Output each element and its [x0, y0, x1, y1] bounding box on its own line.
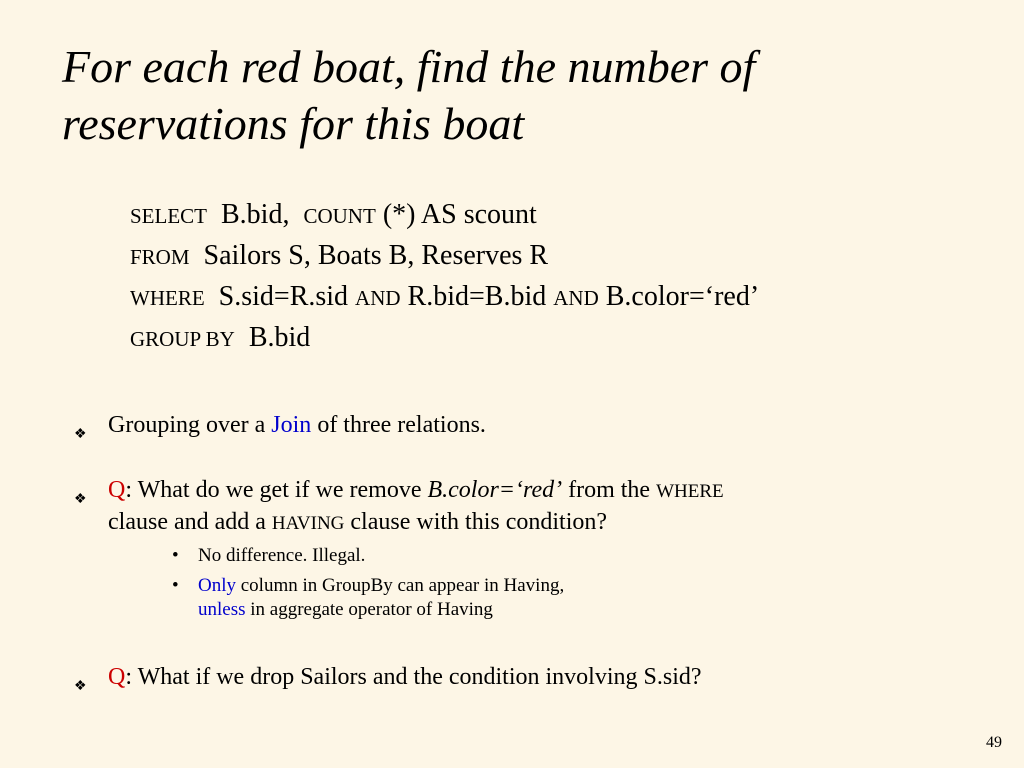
groupby-keyword: GROUP BY: [130, 327, 235, 351]
having-word: HAVING: [271, 513, 345, 534]
diamond-bullet-icon: ❖: [74, 492, 87, 507]
groupby-expr: B.bid: [248, 322, 311, 353]
select-keyword: SELECT: [130, 204, 207, 228]
round-bullet-icon: •: [172, 545, 179, 566]
bullet-2-text-3: clause and add a: [108, 509, 266, 535]
and-keyword-2: AND: [553, 286, 599, 310]
round-bullet-icon: •: [172, 575, 179, 596]
question-colon: :: [125, 664, 133, 690]
sub-bullet-2-text-2: in aggregate operator of Having: [250, 599, 493, 620]
where-clause: [130, 277, 759, 318]
from-expr: Sailors S, Boats B, Reserves R: [203, 240, 549, 271]
where-cond-c: B.color=‘red’: [605, 281, 760, 312]
question-label: Q: [108, 477, 126, 503]
bullet-2-text-2: from the: [568, 477, 651, 503]
select-expr-a: B.bid,: [221, 199, 290, 230]
where-cond-a: S.sid=R.sid: [218, 281, 349, 312]
diamond-bullet-icon: ❖: [74, 427, 87, 442]
where-keyword: WHERE: [130, 286, 205, 310]
bullet-2-condition: B.color=‘red’: [427, 477, 563, 503]
question-label: Q: [108, 664, 126, 690]
sql-query: [130, 195, 759, 359]
where-cond-b: R.bid=B.bid: [407, 281, 547, 312]
bullet-1-pre: Grouping over a: [108, 412, 266, 438]
groupby-clause: [130, 318, 759, 359]
bullet-join: [68, 410, 968, 441]
and-keyword-1: AND: [355, 286, 401, 310]
bullet-list: [68, 410, 968, 693]
page-number: 49: [986, 734, 1002, 751]
sub-bullet-2-text: column in GroupBy can appear in Having,: [240, 575, 565, 596]
question-colon: :: [125, 477, 133, 503]
bullet-question-drop-sailors: [68, 662, 968, 693]
slide-title: [62, 38, 962, 152]
sub-bullet-illegal: [68, 544, 968, 568]
from-keyword: FROM: [130, 245, 190, 269]
sub-bullet-1-text: No difference. Illegal.: [198, 545, 366, 566]
unless-word: unless: [198, 599, 246, 620]
from-clause: [130, 236, 759, 277]
where-word: WHERE: [656, 481, 724, 502]
bullet-3-text: What if we drop Sailors and the condition involving S.sid?: [137, 664, 702, 690]
title-line-1: For each red boat, find the number of: [62, 41, 756, 92]
select-clause: [130, 195, 759, 236]
join-keyword: Join: [271, 412, 312, 438]
bullet-2-text-4: clause with this condition?: [350, 509, 608, 535]
select-expr-b: (*) AS scount: [382, 199, 537, 230]
only-word: Only: [198, 575, 236, 596]
bullet-question-having: [68, 475, 968, 539]
bullet-2-text-1: What do we get if we remove: [137, 477, 422, 503]
sub-bullet-groupby-rule: [68, 574, 968, 622]
diamond-bullet-icon: ❖: [74, 679, 87, 694]
title-line-2: reservations for this boat: [62, 98, 525, 149]
bullet-1-post: of three relations.: [317, 412, 486, 438]
count-keyword: COUNT: [303, 204, 376, 228]
